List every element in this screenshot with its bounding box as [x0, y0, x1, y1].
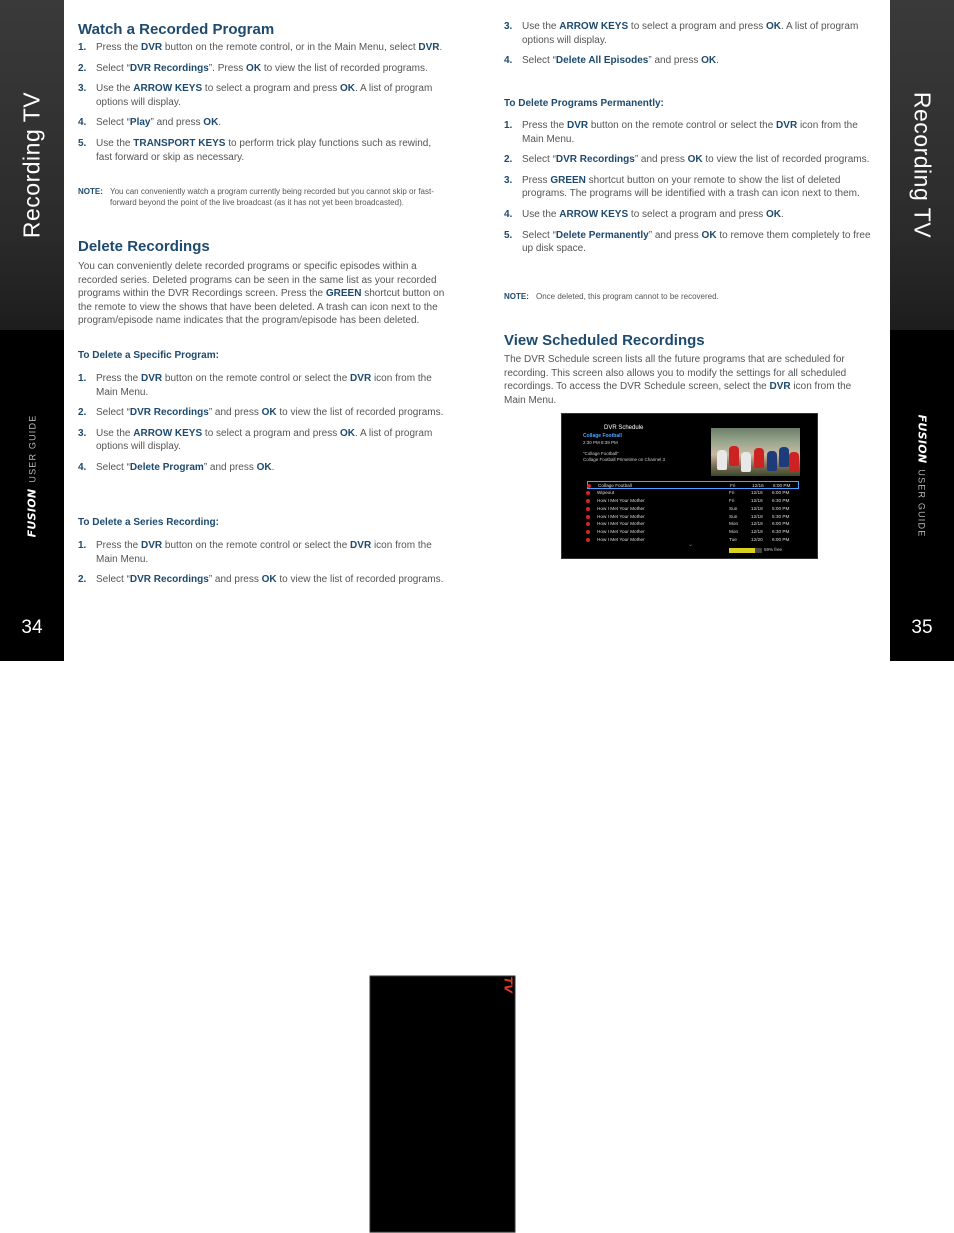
step-item [504, 208, 874, 222]
step-item [78, 62, 450, 76]
keyword: TRANSPORT KEYS [133, 137, 226, 149]
step-item [78, 137, 450, 164]
section-title-right: Recording TV [909, 91, 936, 239]
program-day: Fri [729, 489, 735, 495]
dvr-schedule-row[interactable] [587, 481, 799, 489]
delete-permanent-steps [504, 119, 874, 256]
disk-usage-bar [729, 548, 762, 553]
dvr-schedule-row[interactable] [587, 489, 799, 497]
step-text: Press the DVR button on the remote control or select the DVR icon from the Main Menu. [96, 540, 432, 565]
note-text: Once deleted, this program cannot to be recovered. [536, 292, 719, 301]
keyword: OK [701, 55, 717, 67]
program-date: 12/19 [751, 529, 763, 535]
step-number: 5. [78, 137, 87, 149]
keyword: DVR Recordings [129, 574, 209, 586]
watch-note [78, 186, 450, 208]
delete-specific-heading: To Delete a Specific Program: [78, 350, 219, 361]
keyword: GREEN [325, 288, 362, 300]
step-item [504, 20, 874, 47]
program-time: 6:00 PM [773, 483, 791, 488]
step-text: Select “DVR Recordings”. Press OK to view the list of recorded programs. [96, 62, 428, 74]
program-time: 5:30 PM [772, 513, 790, 519]
keyword: Delete Permanently [555, 229, 649, 241]
dvr-screen-title: DVR Schedule [604, 425, 644, 431]
program-time: 6:30 PM [772, 529, 790, 535]
delete-series-steps-cont [504, 20, 874, 68]
delete-series-heading: To Delete a Series Recording: [78, 517, 219, 528]
delete-intro: You can conveniently delete recorded programs or specific episodes within a recorded series. Deleted programs can be seen in the same list as your recorded programs within the DVR Recordings screen. Press the GREEN shortcut button on the remote to view the shows that have been deleted. A trash can icon next to the program/episode name indicates that the program/episode has been deleted. [78, 261, 445, 327]
step-number: 3. [78, 427, 87, 439]
record-icon [586, 538, 590, 542]
scheduled-heading: View Scheduled Recordings [504, 332, 705, 349]
step-item [78, 372, 450, 399]
step-item [78, 573, 450, 587]
program-day: Fri [729, 497, 735, 503]
program-date: 12/16 [751, 489, 763, 495]
keyword: DVR [141, 42, 163, 53]
program-title: Collage Football [598, 483, 632, 488]
keyword: OK [246, 62, 262, 74]
step-item [504, 119, 874, 146]
note-text: You can conveniently watch a program currently being recorded but you cannot skip or fast-forward beyond the point of the live broadcast (as it has not yet been broadcasted). [110, 187, 434, 207]
record-icon [586, 515, 590, 519]
program-day: Mon [729, 529, 739, 535]
keyword: ARROW KEYS [559, 208, 629, 220]
step-text: Press GREEN shortcut button on your remote to show the list of deleted programs. The programs will be identified with a trash can icon next to them. [522, 174, 860, 200]
step-item [78, 406, 450, 420]
chevron-down-icon: ⌄ [688, 542, 694, 548]
program-time: 6:00 PM [772, 489, 790, 495]
keyword: ARROW KEYS [559, 21, 629, 32]
keyword: Delete All Episodes [555, 55, 649, 67]
keyword: DVR [776, 120, 798, 131]
keyword: OK [766, 21, 782, 32]
step-number: 2. [78, 574, 87, 586]
step-number: 5. [504, 229, 513, 241]
delete-specific-steps [78, 372, 450, 475]
program-date: 12/16 [751, 497, 763, 503]
step-item [78, 539, 450, 566]
section-title-left: Recording TV [18, 91, 45, 239]
note-label: NOTE: [78, 187, 103, 196]
program-time: 6:30 PM [772, 497, 790, 503]
program-title: Wipeout [597, 489, 615, 495]
step-number: 3. [78, 83, 87, 95]
program-time: 6:00 PM [772, 537, 790, 543]
program-date: 12/19 [751, 521, 763, 527]
delete-heading: Delete Recordings [78, 238, 210, 255]
step-text: Press the DVR button on the remote control or select the DVR icon from the Main Menu. [522, 120, 858, 145]
brand-left [26, 415, 39, 538]
step-item [504, 229, 874, 256]
keyword: OK [340, 83, 356, 95]
record-icon [586, 499, 590, 503]
step-text: Press the DVR button on the remote control or select the DVR icon from the Main Menu. [96, 373, 432, 398]
step-text: Select “Delete All Episodes” and press OK. [522, 55, 719, 67]
keyword: OK [340, 427, 356, 439]
keyword: GREEN [550, 174, 586, 186]
step-text: Select “Play” and press OK. [96, 117, 222, 129]
step-item [78, 116, 450, 130]
user-guide-label: USER GUIDE [27, 414, 37, 483]
program-title: How I Met Your Mother [597, 505, 645, 511]
left-side-band [0, 0, 64, 661]
program-date: 12/16 [752, 483, 764, 488]
step-text: Use the TRANSPORT KEYS to perform trick play functions such as rewind, fast forward or skip as necessary. [96, 137, 432, 163]
dvr-highlight-title: Collage Football [583, 433, 622, 439]
keyword: Delete Program [129, 461, 204, 473]
delete-permanent-heading: To Delete Programs Permanently: [504, 98, 664, 109]
dvr-schedule-row[interactable] [587, 520, 799, 528]
step-number: 4. [504, 55, 513, 67]
step-number: 4. [78, 461, 87, 473]
step-number: 1. [78, 42, 87, 53]
keyword: DVR [769, 381, 791, 393]
fusion-tv-logo: FUSION TV [916, 415, 929, 464]
record-icon [586, 507, 590, 511]
step-number: 3. [504, 21, 513, 32]
keyword: ARROW KEYS [133, 427, 203, 439]
dvr-schedule-row[interactable] [587, 505, 799, 513]
page-number-right: 35 [911, 617, 933, 638]
step-number: 1. [78, 373, 87, 384]
step-number: 2. [78, 62, 87, 74]
step-text: Use the ARROW KEYS to select a program and press OK. A list of program options will display. [96, 427, 433, 453]
keyword: OK [766, 208, 782, 220]
step-number: 2. [504, 154, 513, 166]
step-text: Select “DVR Recordings” and press OK to view the list of recorded programs. [96, 574, 444, 586]
step-number: 4. [78, 117, 87, 129]
step-text: Select “DVR Recordings” and press OK to view the list of recorded programs. [522, 154, 870, 166]
program-time: 5:00 PM [772, 505, 790, 511]
keyword: Play [129, 117, 151, 129]
keyword: DVR Recordings [129, 407, 209, 419]
dvr-schedule-row[interactable] [587, 513, 799, 521]
program-day: Sun [729, 513, 738, 519]
step-text: Select “Delete Program” and press OK. [96, 461, 275, 473]
step-number: 3. [504, 174, 513, 186]
step-text: Press the DVR button on the remote control, or in the Main Menu, select DVR. [96, 42, 443, 53]
program-title: How I Met Your Mother [597, 513, 645, 519]
program-day: Mon [729, 521, 739, 527]
program-time: 6:00 PM [772, 521, 790, 527]
program-title: How I Met Your Mother [597, 529, 645, 535]
keyword: DVR [141, 373, 163, 384]
football-thumbnail-image [711, 428, 800, 476]
keyword: DVR [350, 540, 372, 551]
keyword: OK [701, 229, 717, 241]
program-title: How I Met Your Mother [597, 537, 645, 543]
watch-steps [78, 41, 450, 164]
keyword: DVR [418, 42, 440, 53]
record-icon [587, 484, 591, 488]
record-icon [586, 491, 590, 495]
step-number: 2. [78, 407, 87, 419]
dvr-desc-line: Collage Football Primetime on Channel 3 [583, 457, 666, 462]
disk-free-label: 59% free [764, 547, 783, 552]
keyword: DVR Recordings [129, 62, 209, 74]
record-icon [586, 530, 590, 534]
watch-heading: Watch a Recorded Program [78, 21, 275, 38]
program-title: How I Met Your Mother [597, 521, 645, 527]
record-icon [586, 522, 590, 526]
step-text: Select “DVR Recordings” and press OK to view the list of recorded programs. [96, 407, 444, 419]
step-item [78, 41, 450, 55]
keyword: OK [261, 407, 277, 419]
dvr-schedule-row[interactable] [587, 497, 799, 505]
step-number: 1. [78, 540, 87, 551]
dvr-time: 2:30 PM 8:39 PM [583, 440, 618, 445]
dvr-schedule-row[interactable] [587, 528, 799, 536]
keyword: OK [256, 461, 272, 473]
user-guide-label: USER GUIDE [917, 469, 927, 538]
step-item [78, 427, 450, 454]
step-text: Use the ARROW KEYS to select a program and press OK. [522, 208, 784, 220]
step-number: 1. [504, 120, 513, 131]
dvr-schedule-list [587, 481, 799, 544]
note-label: NOTE: [504, 292, 529, 301]
step-item [504, 54, 874, 68]
program-day: Fri [730, 483, 736, 488]
delete-note [504, 291, 874, 302]
program-date: 12/18 [751, 513, 763, 519]
program-title: How I Met Your Mother [597, 497, 645, 503]
step-text: Select “Delete Permanently” and press OK to remove them completely to free up disk space. [522, 229, 871, 255]
step-number: 4. [504, 208, 513, 220]
step-item [78, 461, 450, 475]
dvr-schedule-screenshot [561, 413, 818, 559]
keyword: DVR [567, 120, 589, 131]
step-item [504, 174, 874, 201]
fusion-tv-logo: FUSION [25, 488, 39, 538]
keyword: ARROW KEYS [133, 83, 203, 95]
step-item [78, 82, 450, 109]
keyword: DVR [141, 540, 163, 551]
keyword: DVR [350, 373, 372, 384]
disk-usage-fill [729, 548, 755, 553]
step-text: Use the ARROW KEYS to select a program and press OK. A list of program options will display. [96, 83, 433, 108]
dvr-desc-title: “Collage Football” [583, 451, 619, 456]
delete-series-steps [78, 539, 450, 587]
keyword: OK [687, 154, 703, 166]
page-number-left: 34 [21, 617, 43, 638]
scheduled-intro: The DVR Schedule screen lists all the future programs that are scheduled for recording. This screen also allows you to modify the settings for all scheduled recordings. To access the DVR Schedule screen, select the DVR icon from the Main Menu. [504, 354, 852, 406]
program-day: Sun [729, 505, 738, 511]
step-text: Use the ARROW KEYS to select a program and press OK. A list of program options will display. [522, 21, 859, 46]
program-date: 12/18 [751, 505, 763, 511]
program-day: Tue [729, 537, 737, 543]
keyword: OK [261, 574, 277, 586]
keyword: DVR Recordings [555, 154, 635, 166]
keyword: OK [203, 117, 219, 129]
program-date: 12/20 [751, 537, 763, 543]
step-item [504, 153, 874, 167]
